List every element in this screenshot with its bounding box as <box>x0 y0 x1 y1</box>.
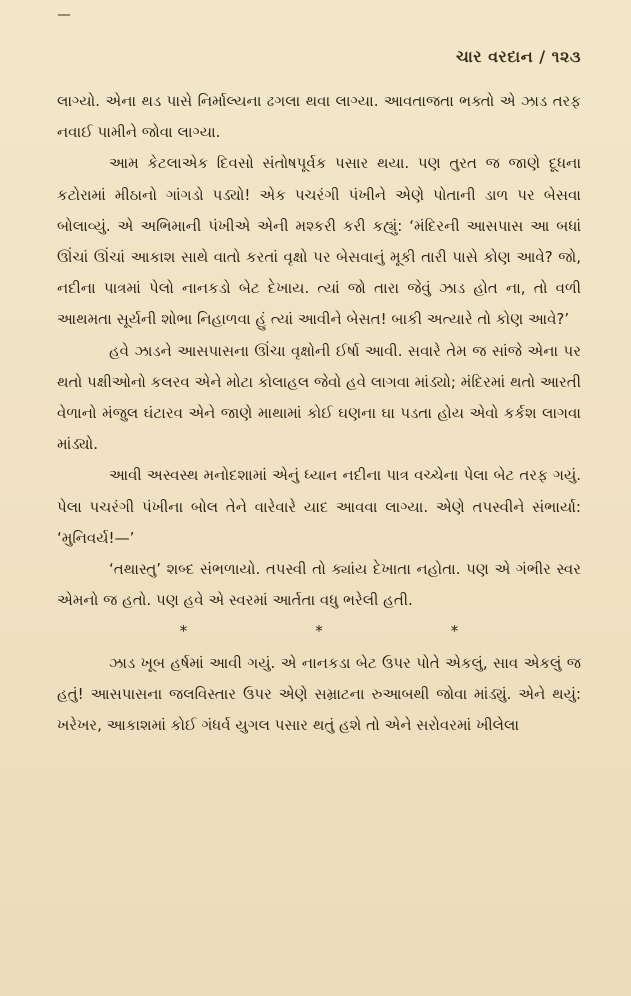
running-head: ચાર વરદાન / ૧૨૩ <box>456 47 581 66</box>
paragraph: આમ કેટલાએક દિવસો સંતોષપૂર્વક પસાર થયા. પણ તુરત જ જાણે દૂધના કટોરામાં મીઠાનો ગાંગડો પડ્યો! એક પચરંગી પંખીને એણે પોતાની ડાળ પર બેસવા બોલાવ્યું. એ અભિમાની પંખીએ એની મશ્કરી કરી કહ્યું: ‘મંદિરની આસપાસ આ બધાં ઊંચાં ઊંચાં આકાશ સાથે વાતો કરતાં વૃક્ષો પર બેસવાનું મૂકી તારી પાસે કોણ આવે? જો, નદીના પાત્રમાં પેલો નાનકડો બેટ દેખાય. ત્યાં જો તારા જેવું ઝાડ હોત ના, તો વળી આથમતા સૂર્યની શોભા નિહાળવા હું ત્યાં આવીને બેસત! બાકી અત્યારે તો કોણ આવે?’ <box>57 154 581 329</box>
section-break <box>57 616 581 647</box>
section-break-asterisk: * <box>450 622 459 641</box>
page-body-text <box>57 86 581 741</box>
paragraph: આવી અસ્વસ્થ મનોદશામાં એનું ધ્યાન નદીના પાત્ર વચ્ચેના પેલા બેટ તરફ ગયું. પેલા પચરંગી પંખીના બોલ તેને વારેવારે યાદ આવવા લાગ્યા. એણે તપસ્વીને સંભાર્યા: ‘મુનિવર્ય!—’ <box>57 466 581 547</box>
section-break-asterisk: * <box>315 622 323 641</box>
paragraph-continuation: લાગ્યો. એના થડ પાસે નિર્માલ્યના ઢગલા થવા લાગ્યા. આવતાજતા ભક્તો એ ઝાડ તરફ નવાઈ પામીને જોવા લાગ્યા. <box>57 92 581 142</box>
paragraph: ‘તથાસ્તુ’ શબ્દ સંભળાયો. તપસ્વી તો ક્યાંય દેખાતા નહોતા. પણ એ ગંભીર સ્વર એમનો જ હતો. પણ હવે એ સ્વરમાં આર્તતા વધુ ભરેલી હતી. <box>57 560 581 610</box>
top-rule-mark <box>58 14 70 16</box>
paragraph: હવે ઝાડને આસપાસના ઊંચા વૃક્ષોની ઈર્ષા આવી. સવારે તેમ જ સાંજે એના પર થતો પક્ષીઓનો કલરવ એને મોટા કોલાહલ જેવો હવે લાગવા માંડ્યો; મંદિરમાં થતો આરતી વેળાનો મંજુલ ઘંટારવ એને જાણે માથામાં કોઈ ઘણના ઘા પડતા હોય એવો કર્કશ લાગવા માંડ્યો. <box>57 341 581 454</box>
section-break-asterisk: * <box>179 622 188 641</box>
paragraph: ઝાડ ખૂબ હર્ષમાં આવી ગયું. એ નાનકડા બેટ ઉપર પોતે એકલું, સાવ એકલું જ હતું! આસપાસના જલવિસ્તાર ઉપર એણે સમ્રાટના રુઆબથી જોવા માંડ્યું. એને થયું: ખરેખર, આકાશમાં કોઈ ગંધર્વ યુગલ પસાર થતું હશે તો એને સરોવરમાં ખીલેલા <box>57 653 581 735</box>
